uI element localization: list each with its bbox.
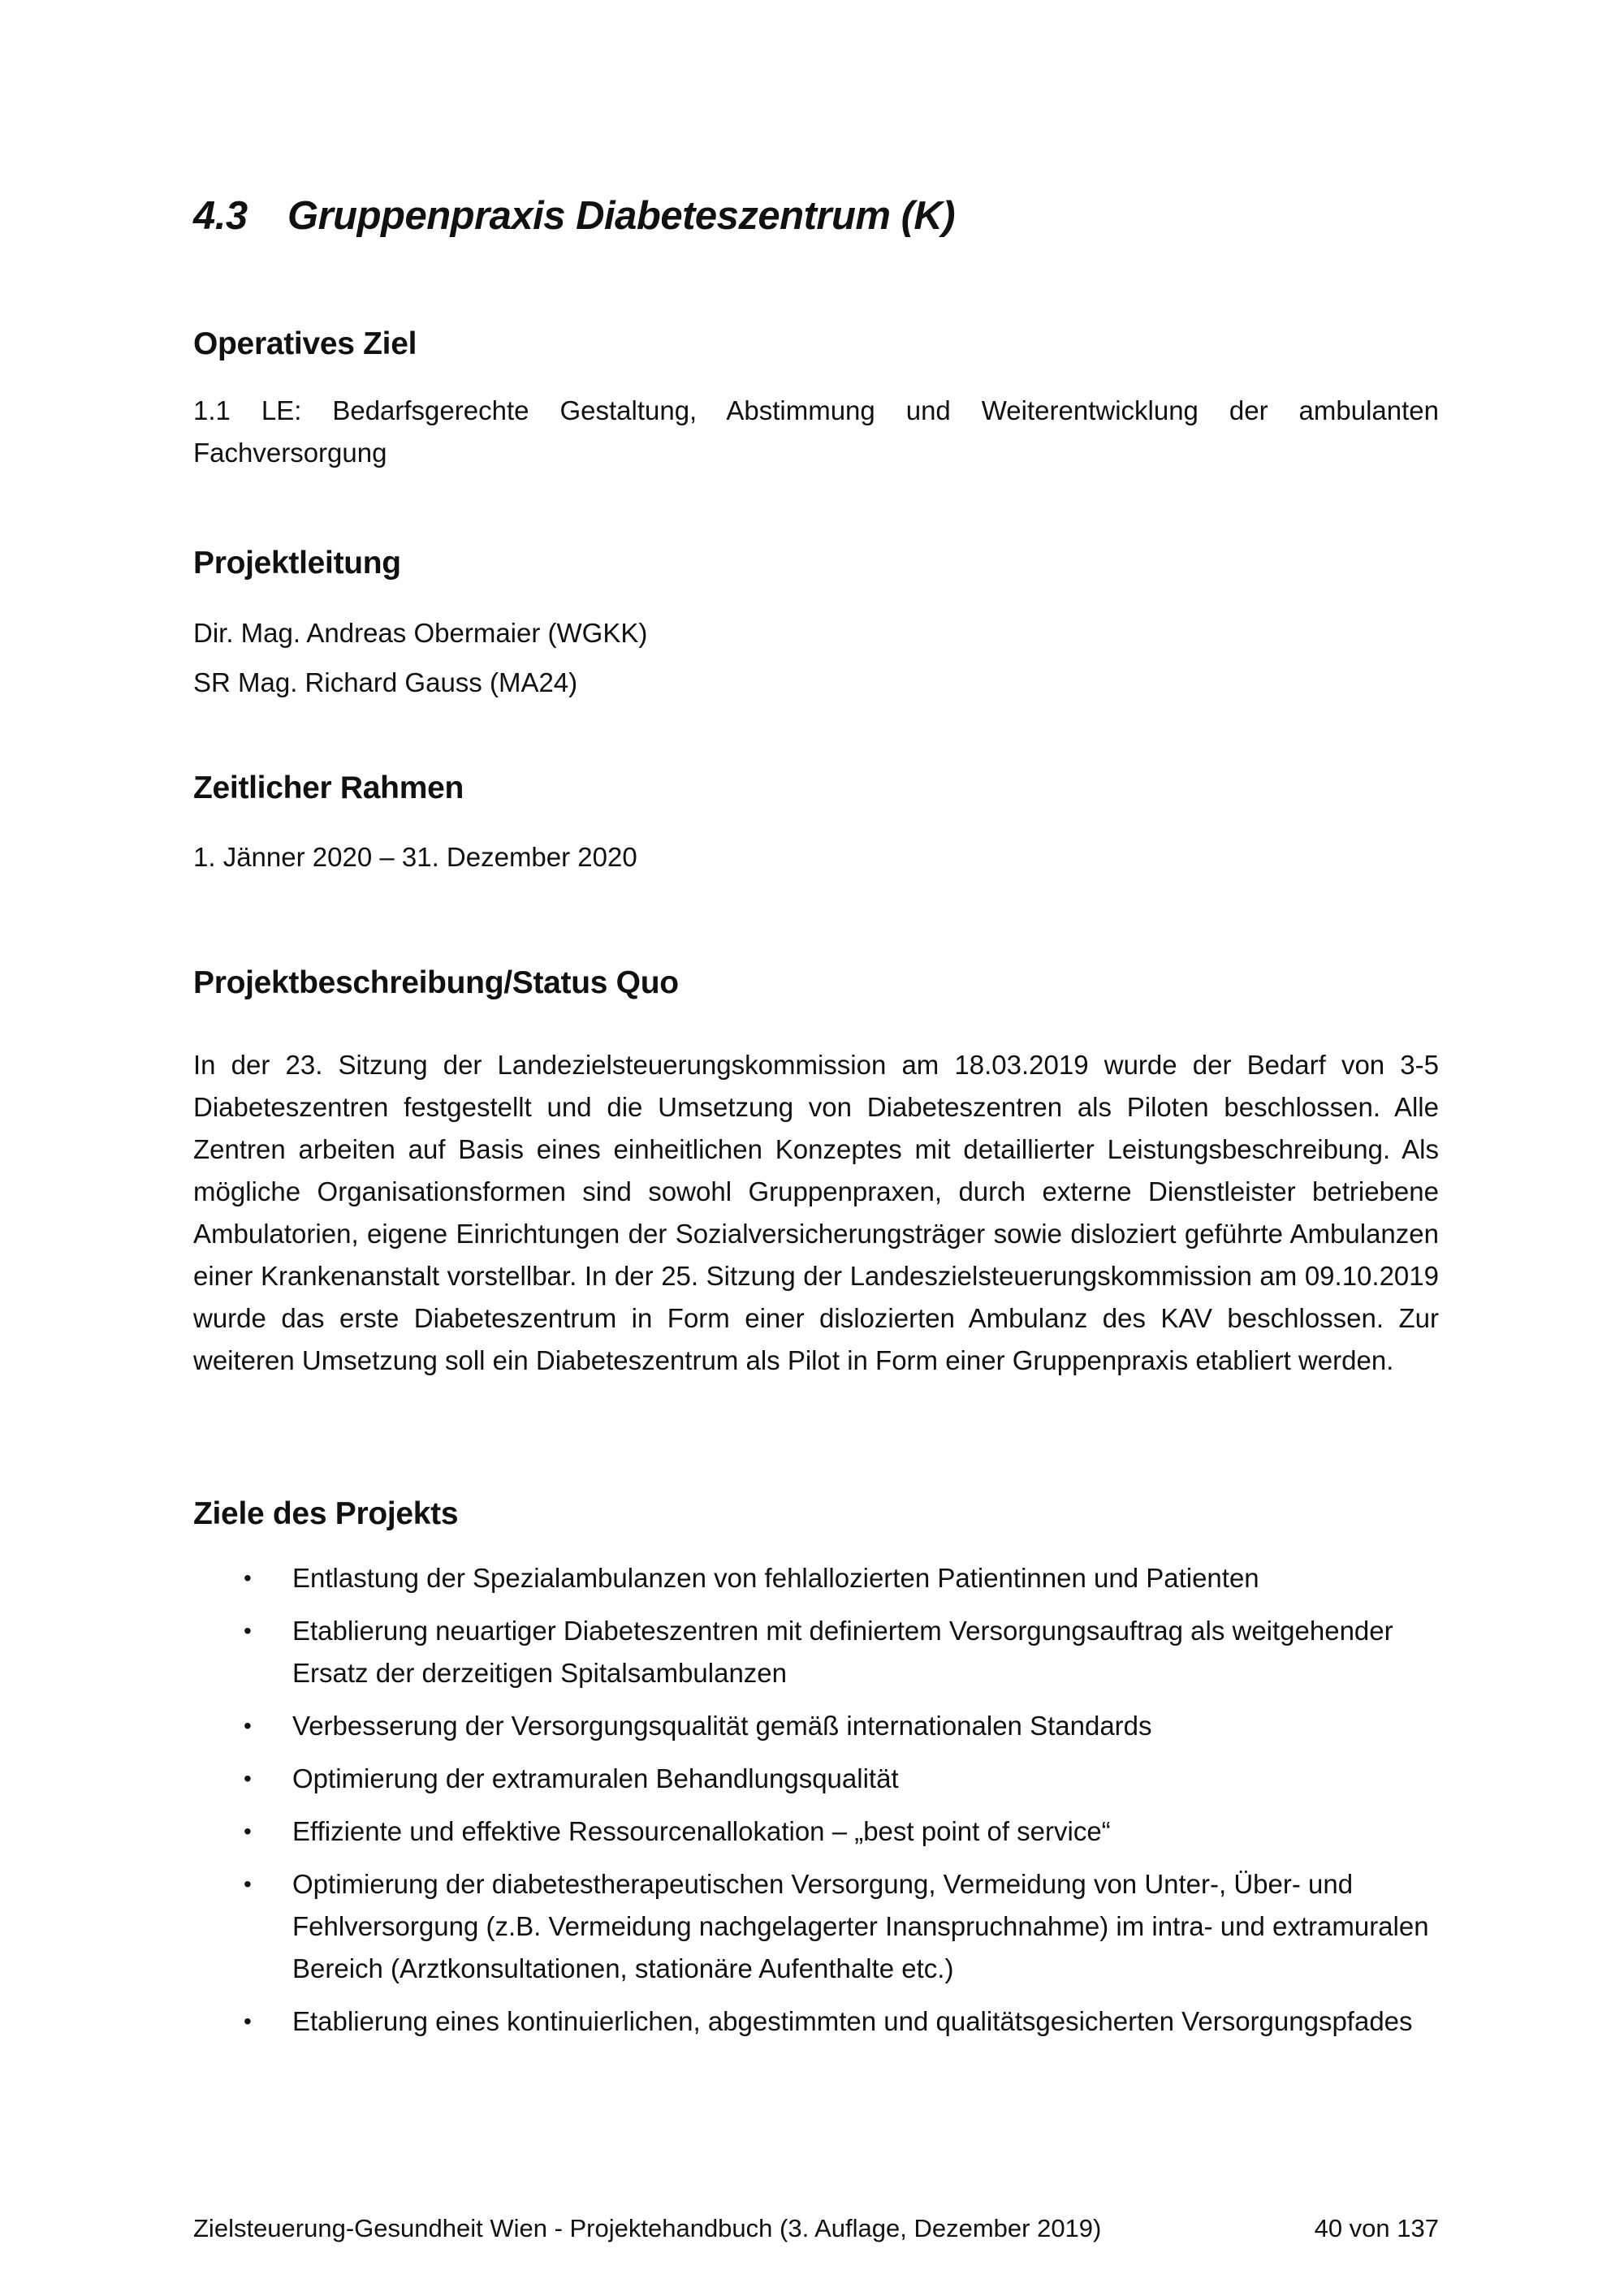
section-number: 4.3 <box>193 194 248 238</box>
list-item: • Etablierung eines kontinuierlichen, abgestimmten und qualitätsgesicherten Versorgungspfades <box>193 2000 1439 2043</box>
heading-zeitlicher-rahmen: Zeitlicher Rahmen <box>193 770 464 805</box>
projektleitung-person-2: SR Mag. Richard Gauss (MA24) <box>193 667 578 697</box>
footer-title: Zielsteuerung-Gesundheit Wien - Projektehandbuch (3. Auflage, Dezember 2019) <box>193 2214 1102 2242</box>
page-number: 40 von 137 <box>1314 2214 1439 2242</box>
list-item: • Verbesserung der Versorgungsqualität gemäß internationalen Standards <box>193 1705 1439 1747</box>
list-item: • Entlastung der Spezialambulanzen von fehlallozierten Patientinnen und Patienten <box>193 1557 1439 1599</box>
projektbeschreibung-text: In der 23. Sitzung der Landezielsteuerungskommission am 18.03.2019 wurde der Bedarf von 3-5 Diabeteszentren festgestellt und die Umsetzung von Diabeteszentren als Piloten beschlossen. Alle Zentren arbeiten auf Basis eines einheitlichen Konzeptes mit detaillierter Leistungsbeschreibung. Als mögliche Organisationsformen sind sowohl Gruppenpraxen, durch externe Dienstleister betriebene Ambulatorien, eigene Einrichtungen der Sozialversicherungsträger sowie disloziert geführte Ambulanzen einer Krankenanstalt vorstellbar. In der 25. Sitzung der Landeszielsteuerungskommission am 09.10.2019 wurde das erste Diabeteszentrum in Form einer dislozierten Ambulanz des KAV beschlossen. Zur weiteren Umsetzung soll ein Diabeteszentrum als Pilot in Form einer Gruppenpraxis etabliert werden. <box>193 1050 1439 1375</box>
zeitlicher-rahmen-text: 1. Jänner 2020 – 31. Dezember 2020 <box>193 842 637 872</box>
list-item: • Effiziente und effektive Ressourcenallokation – „best point of service“ <box>193 1810 1439 1853</box>
bullet-icon: • <box>244 1565 252 1590</box>
list-item: • Optimierung der extramuralen Behandlungsqualität <box>193 1758 1439 1800</box>
section-title <box>193 193 955 239</box>
bullet-icon: • <box>244 1871 252 1897</box>
heading-projektleitung: Projektleitung <box>193 546 401 580</box>
bullet-icon: • <box>244 2009 252 2034</box>
heading-operatives-ziel: Operatives Ziel <box>193 326 417 361</box>
heading-ziele: Ziele des Projekts <box>193 1496 459 1531</box>
list-item: • Optimierung der diabetestherapeutischen Versorgung, Vermeidung von Unter-, Über- und Fehlversorgung (z.B. Vermeidung nachgelagerter Inanspruchnahme) im intra- und extramuralen Bereich (Arztkonsultationen, stationäre Aufenthalte etc.) <box>193 1863 1439 1990</box>
list-item: • Etablierung neuartiger Diabeteszentren mit definiertem Versorgungsauftrag als weitgehender Ersatz der derzeitigen Spitalsambulanzen <box>193 1610 1439 1694</box>
bullet-icon: • <box>244 1819 252 1844</box>
bullet-icon: • <box>244 1618 252 1643</box>
projektleitung-person-1: Dir. Mag. Andreas Obermaier (WGKK) <box>193 618 648 648</box>
bullet-icon: • <box>244 1766 252 1791</box>
bullet-icon: • <box>244 1713 252 1738</box>
ziele-list <box>193 1557 1439 2053</box>
operatives-ziel-text: 1.1 LE: Bedarfsgerechte Gestaltung, Abstimmung und Weiterentwicklung der ambulanten Fachversorgung <box>193 395 1439 468</box>
section-title-text: Gruppenpraxis Diabeteszentrum (K) <box>287 194 956 238</box>
heading-projektbeschreibung: Projektbeschreibung/Status Quo <box>193 965 679 1000</box>
